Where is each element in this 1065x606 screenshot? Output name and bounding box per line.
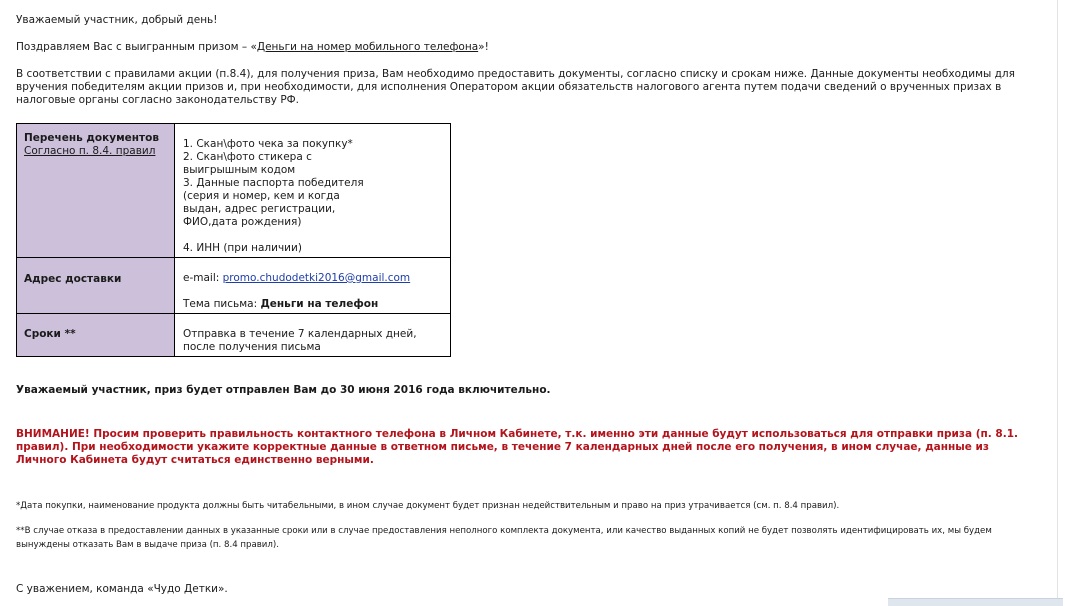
documents-item: (серия и номер, кем и когда xyxy=(183,190,340,202)
email-line xyxy=(183,272,442,285)
signature: С уважением, команда «Чудо Детки». xyxy=(16,583,228,595)
deadlines-line-2: после получения письма xyxy=(183,341,321,353)
documents-item: ФИО,дата рождения) xyxy=(183,216,302,228)
subject-value: Деньги на телефон xyxy=(260,298,379,310)
label-cell-deadlines xyxy=(17,314,175,357)
warning-paragraph: ВНИМАНИЕ! Просим проверить правильность контактного телефона в Личном Кабинете, т.к. именно эти данные будут использоваться для отправки приза (п. 8.1. правил). При необходимости укажите корректные данные в ответном письме, в течение 7 календарных дней после его получения, в ином случае, данные из Личного Кабинета будут считаться единственно верными. xyxy=(16,428,1019,466)
documents-table xyxy=(16,123,451,357)
documents-item: выдан, адрес регистрации, xyxy=(183,203,336,215)
label-cell-documents xyxy=(17,124,175,258)
congrats-prefix: Поздравляем Вас с выигранным призом – « xyxy=(16,41,257,53)
deadlines-line-1: Отправка в течение 7 календарных дней, xyxy=(183,328,417,340)
documents-item: 4. ИНН (при наличии) xyxy=(183,242,302,254)
value-cell-documents xyxy=(175,124,451,258)
congrats-suffix: »! xyxy=(478,41,489,53)
documents-item: 1. Скан\фото чека за покупку* xyxy=(183,138,353,150)
subject-prefix: Тема письма: xyxy=(183,298,261,310)
value-cell-deadlines xyxy=(175,314,451,357)
congratulations-line xyxy=(16,41,1041,54)
footnote-2: **В случае отказа в предоставлении данных в указанные сроки или в случае предоставления неполного комплекта документа, или качество выданных копий не будет позволять идентифицировать их, мы будем вынуждены отказать Вам в выдаче приза (п. 8.4 правил). xyxy=(16,526,992,550)
table-row-documents xyxy=(17,124,451,258)
email-link[interactable]: promo.chudodetki2016@gmail.com xyxy=(222,272,411,284)
prize-notice: Уважаемый участник, приз будет отправлен Вам до 30 июня 2016 года включительно. xyxy=(16,384,551,396)
documents-label: Перечень документов xyxy=(24,132,159,144)
table-row-deadlines xyxy=(17,314,451,357)
table-row-delivery xyxy=(17,258,451,314)
subject-line xyxy=(183,298,442,311)
deadlines-label: Сроки ** xyxy=(24,328,76,340)
rules-paragraph: В соответствии с правилами акции (п.8.4), для получения приза, Вам необходимо предоставить документы, согласно списку и срокам ниже. Данные документы необходимы для вручения победителям акции призов и, при необходимости, для исполнения Оператором акции обязательств налогового агента путем подачи сведений о врученных призах в налоговые органы согласно законодательству РФ. xyxy=(16,68,1015,106)
documents-item: 3. Данные паспорта победителя xyxy=(183,177,364,189)
greeting: Уважаемый участник, добрый день! xyxy=(16,14,218,26)
email-prefix: e-mail: xyxy=(183,272,223,284)
label-cell-delivery xyxy=(17,258,175,314)
value-cell-delivery xyxy=(175,258,451,314)
documents-item: выигрышным кодом xyxy=(183,164,296,176)
documents-item: 2. Скан\фото стикера с xyxy=(183,151,312,163)
footnote-1: *Дата покупки, наименование продукта должны быть читабельными, в ином случае документ будет признан недействительным и право на приз утрачивается (см. п. 8.4 правил). xyxy=(16,501,840,511)
documents-sublabel: Согласно п. 8.4. правил xyxy=(24,145,156,157)
delivery-label: Адрес доставки xyxy=(24,273,122,285)
documents-item-spacer xyxy=(183,229,442,242)
prize-link[interactable]: Деньги на номер мобильного телефона xyxy=(256,41,479,53)
